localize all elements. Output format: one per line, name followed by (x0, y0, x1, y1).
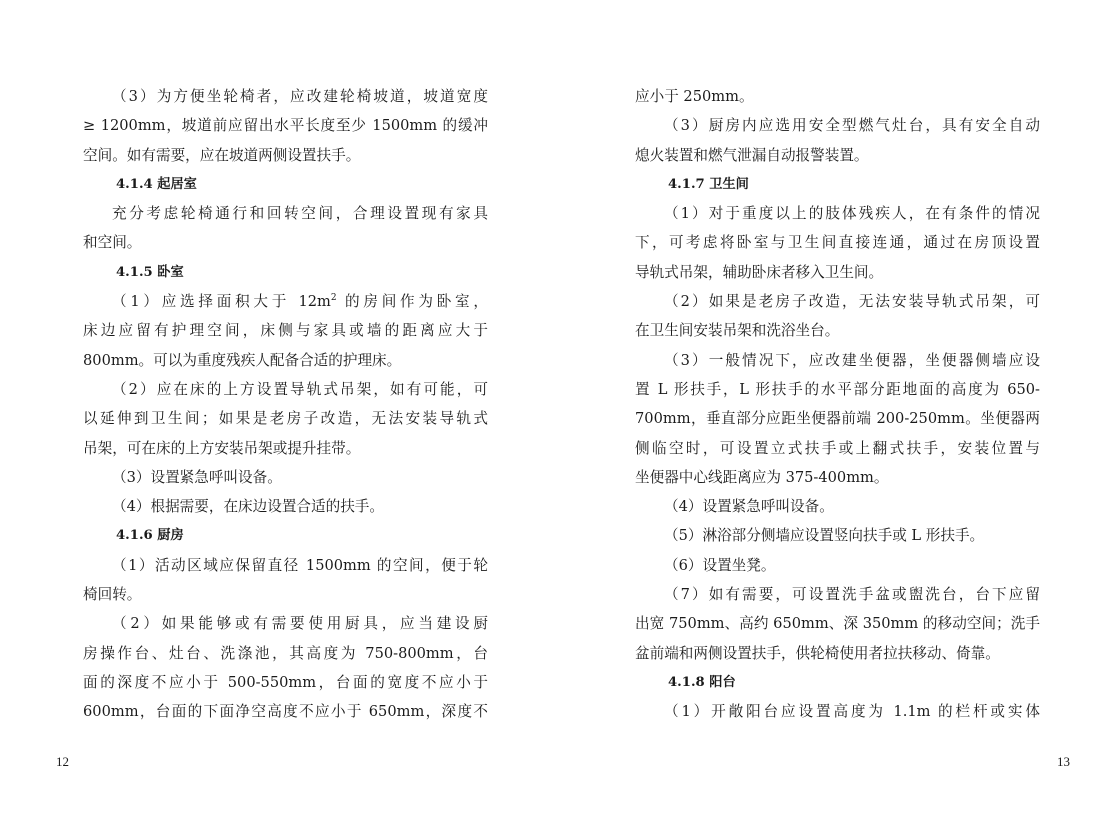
text-line: 面的深度不应小于 500-550mm，台面的宽度不应小于 (83, 673, 488, 691)
text-line-part: （1）应选择面积大于 12m (112, 293, 331, 311)
text-line: （1）活动区域应保留直径 1500mm 的空间，便于轮 (112, 556, 488, 574)
text-line: （7）如有需要，可设置洗手盆或盥洗台，台下应留 (664, 586, 1040, 604)
text-line-part: 的房间作为卧室， (345, 293, 488, 311)
text-line: 出宽 750mm、高约 650mm、深 350mm 的移动空间；洗手 (635, 615, 1040, 633)
text-line: 在卫生间安装吊架和洗浴坐台。 (635, 322, 840, 340)
right-text-column (635, 82, 1040, 727)
text-line: 充分考虑轮椅通行和回转空间，合理设置现有家具 (112, 205, 488, 223)
text-line: 置 L 形扶手，L 形扶手的水平部分距地面的高度为 650- (635, 380, 1040, 398)
page-number: 13 (1057, 754, 1070, 769)
text-line: 坐便器中心线距离应为 375-400mm。 (635, 468, 889, 486)
text-line: 床边应留有护理空间，床侧与家具或墙的距离应大于 (83, 322, 488, 340)
superscript: 2 (330, 293, 337, 304)
text-line: 以延伸到卫生间；如果是老房子改造，无法安装导轨式 (83, 410, 488, 428)
text-line: 700mm，垂直部分应距坐便器前端 200-250mm。坐便器两 (635, 410, 1040, 428)
text-line: 和空间。 (83, 234, 142, 252)
text-line: 空间。如有需要，应在坡道两侧设置扶手。 (83, 146, 361, 164)
text-line: 椅回转。 (83, 586, 142, 604)
text-line: （4）根据需要，在床边设置合适的扶手。 (112, 498, 384, 516)
text-line: （3）一般情况下，应改建坐便器，坐便器侧墙应设 (664, 351, 1040, 369)
text-line: （3）为方便坐轮椅者，应改建轮椅坡道，坡道宽度 (112, 88, 488, 105)
section-heading-bathroom: 4.1.7 卫生间 (668, 176, 749, 192)
text-line: 熄火装置和燃气泄漏自动报警装置。 (635, 146, 869, 164)
text-line: ≥ 1200mm，坡道前应留出水平长度至少 1500mm 的缓冲 (83, 117, 488, 135)
text-line: 应小于 250mm。 (635, 88, 754, 105)
text-line: 盆前端和两侧设置扶手，供轮椅使用者拉扶移动、倚靠。 (635, 644, 1000, 662)
section-heading-living-room: 4.1.4 起居室 (116, 176, 197, 192)
section-heading-kitchen: 4.1.6 厨房 (116, 528, 184, 544)
text-line: 800mm。可以为重度残疾人配备合适的护理床。 (83, 351, 402, 369)
text-line (83, 287, 488, 316)
text-line: （5）淋浴部分侧墙应设置竖向扶手或 L 形扶手。 (664, 527, 985, 545)
text-line: （3）设置紧急呼叫设备。 (112, 468, 282, 486)
text-line: 侧临空时，可设置立式扶手或上翻式扶手，安装位置与 (635, 439, 1040, 457)
text-line: （6）设置坐凳。 (664, 556, 776, 574)
text-line: （2）如果能够或有需要使用厨具，应当建设厨 (112, 615, 488, 633)
text-line: （2）如果是老房子改造，无法安装导轨式吊架，可 (664, 293, 1040, 311)
text-line: 房操作台、灶台、洗涤池，其高度为 750-800mm，台 (83, 644, 488, 662)
page-number: 12 (56, 754, 69, 769)
text-line: （4）设置紧急呼叫设备。 (664, 498, 834, 516)
text-line: （3）厨房内应选用安全型燃气灶台，具有安全自动 (664, 117, 1040, 135)
text-line: 吊架，可在床的上方安装吊架或提升挂带。 (83, 439, 361, 457)
text-line: 下，可考虑将卧室与卫生间直接连通，通过在房顶设置 (635, 234, 1040, 252)
text-line: 导轨式吊架，辅助卧床者移入卫生间。 (635, 263, 884, 281)
text-line: （2）应在床的上方设置导轨式吊架，如有可能，可 (112, 380, 488, 398)
section-heading-bedroom: 4.1.5 卧室 (116, 264, 184, 280)
right-page (559, 0, 1118, 816)
text-line: （1）开敞阳台应设置高度为 1.1m 的栏杆或实体 (664, 703, 1040, 721)
section-heading-balcony: 4.1.8 阳台 (668, 674, 736, 690)
text-line: （1）对于重度以上的肢体残疾人，在有条件的情况 (664, 205, 1040, 223)
left-text-column (83, 82, 488, 727)
text-line: 600mm，台面的下面净空高度不应小于 650mm，深度不 (83, 703, 488, 721)
